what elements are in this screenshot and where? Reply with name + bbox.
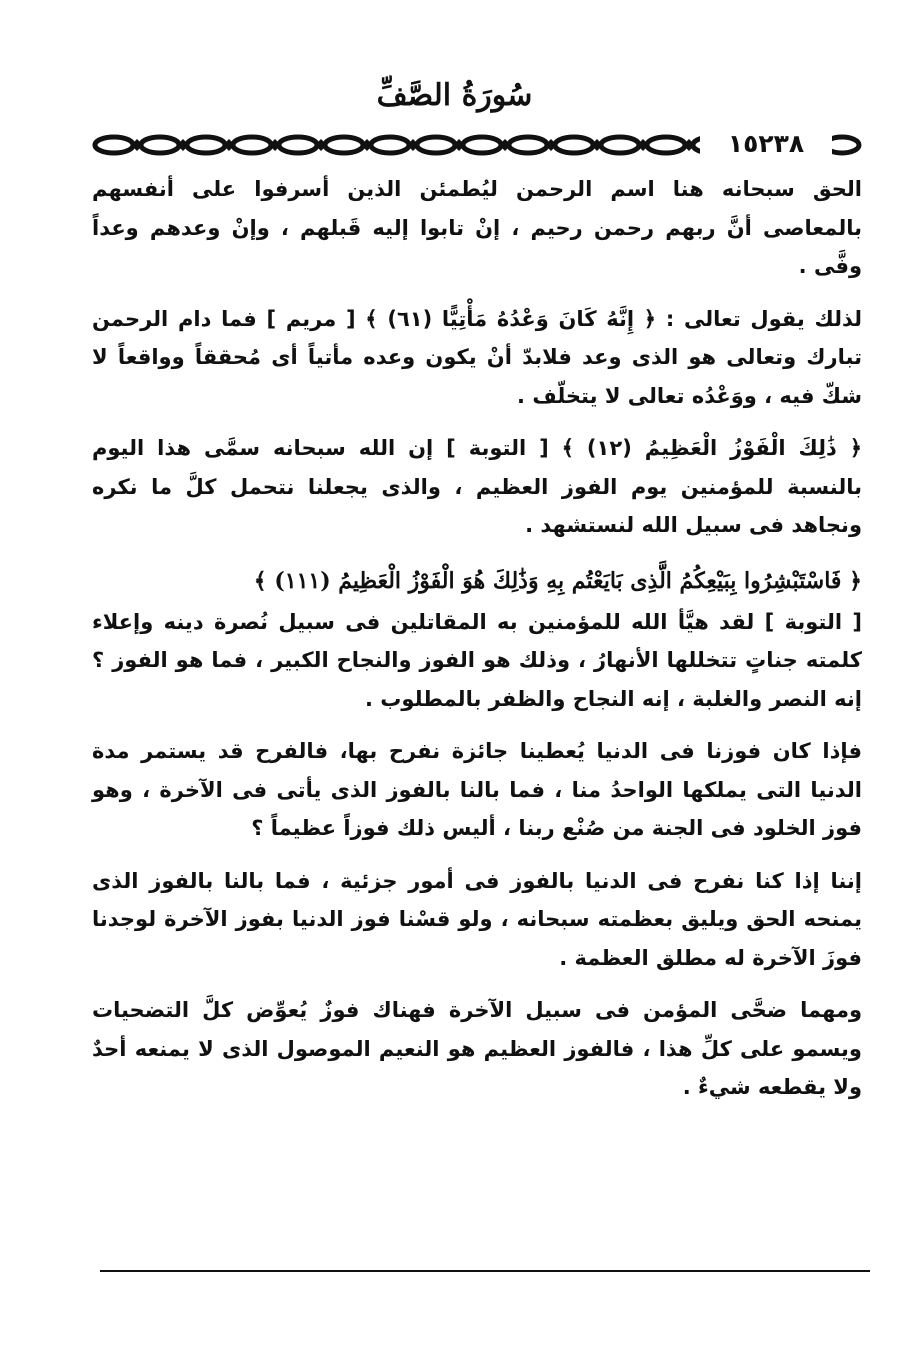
page-body [92,170,862,1121]
paragraph-6: إننا إذا كنا نفرح فى الدنيا بالفوز فى أمور جزئية ، فما بالنا بالفوز الذى يمنحه الحق ويليق بعظمته سبحانه ، ولو قسْنا فوز الدنيا بفوز الآخرة لوجدنا فوزَ الآخرة له مطلق العظمة . [92,868,862,970]
paragraph-7: ومهما ضحَّى المؤمن فى سبيل الآخرة فهناك فوزٌ يُعوِّض كلَّ التضحيات ويسمو على كلِّ هذا ، فالفوز العظيم هو النعيم الموصول الذى لا يمنعه أحدٌ ولا يقطعه شيءٌ . [92,998,862,1099]
page-number: ١٥٢٣٨ [700,124,832,164]
surah-title: سُورَةُ الصَّفِّ [376,78,533,113]
paragraph-4: [ التوبة ] لقد هيَّأ الله للمؤمنين به المقاتلين فى سبيل نُصرة دينه وإعلاء كلمته جناتٍ تتخللها الأنهارُ ، وذلك هو الفوز والنجاح الكبير ، فما هو الفوز ؟ إنه النصر والغلبة ، إنه النجاح والظفر بالمطلوب . [92,609,862,711]
paragraph-5: فإذا كان فوزنا فى الدنيا يُعطينا جائزة نفرح بها، فالفرح قد يستمر مدة الدنيا التى يملكها الواحدُ منا ، فما بالنا بالفوز الذى يأتى فى الآخرة ، وهو فوز الخلود فى الجنة من صُنْع ربنا ، أليس ذلك فوزاً عظيماً ؟ [92,739,862,840]
paragraph-2: لذلك يقول تعالى : ﴿ إِنَّهُ كَانَ وَعْدُهُ مَأْتِيًّا (٦١) ﴾ [ مريم ] فما دام الرحمن تبارك وتعالى هو الذى وعد فلابدّ أنْ يكون وعده مأتياً أى مُحققاً وواقعاً لا شكّ فيه ، ووَعْدُه تعالى لا يتخلّف . [92,306,862,408]
verse-quote: ﴿ فَاسْتَبْشِرُوا بِبَيْعِكُمُ الَّذِى بَايَعْتُم بِهِ وَذَٰلِكَ هُوَ الْفَوْزُ الْعَظِيمُ (١١١) ﴾ [253,567,862,594]
paragraph-3: ﴿ ذَٰلِكَ الْفَوْزُ الْعَظِيمُ (١٢) ﴾ [ التوبة ] إن الله سبحانه سمَّى هذا اليوم بالنسبة للمؤمنين يوم الفوز العظيم ، والذى يجعلنا نتحمل كلَّ ما نكره ونجاهد فى سبيل الله لنستشهد . [92,436,863,537]
paragraph-1: الحق سبحانه هنا اسم الرحمن ليُطمئن الذين أسرفوا على أنفسهم بالمعاصى أنَّ ربهم رحمن رحيم ، إنْ تابوا إليه قَبلهم ، وإنْ وعدهم وعداً وفَّى . [92,177,862,278]
footer-rule [100,1270,870,1272]
